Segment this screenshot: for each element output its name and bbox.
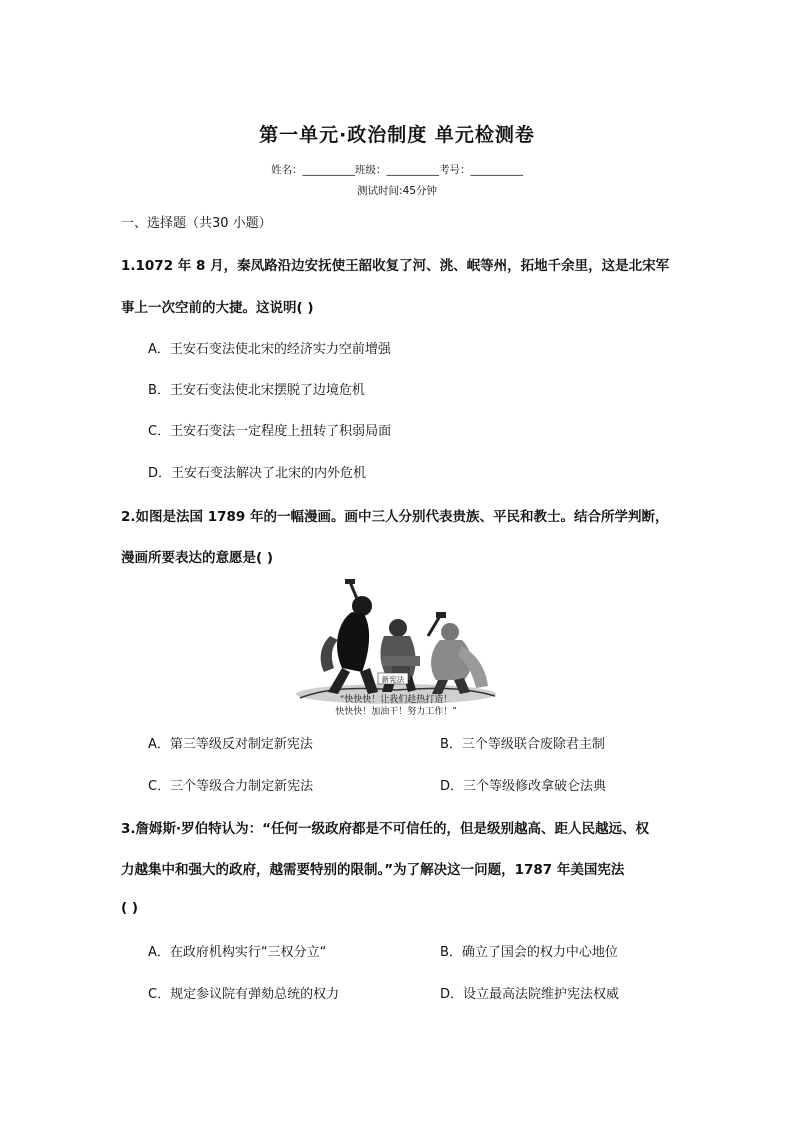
question-3-stem-line2: 力越集中和强大的政府，越需要特别的限制。”为了解决这一问题，1787 年美国宪法 [121,862,625,878]
question-3-option-c: C．规定参议院有弹劾总统的权力 [148,987,340,1002]
question-1-stem-line1: 1.1072 年 8 月，秦凤路沿边安抚使王韶收复了河、洮、岷等州，拓地千余里，这是北宋军 [121,258,670,274]
question-1-option-b: B．王安石变法使北宋摆脱了边境危机 [148,383,365,398]
page-title: 第一单元·政治制度 单元检测卷 [259,124,535,146]
question-3-option-d: D．设立最高法院维护宪法权威 [440,987,620,1002]
question-2-stem-line2: 漫画所要表达的意愿是( ) [121,550,274,566]
question-1-option-d: D．王安石变法解决了北宋的内外危机 [148,466,367,481]
test-time: 测试时间:45分钟 [357,185,437,197]
nobleman-figure [321,579,378,694]
question-1-stem-line2: 事上一次空前的大捷。这说明( ) [121,300,314,316]
question-2-option-a: A．第三等级反对制定新宪法 [148,737,313,752]
question-3-stem-line3: ( ) [121,900,139,916]
question-1-option-c: C．王安石变法一定程度上扭转了积弱局面 [148,424,392,439]
question-3-option-b: B．确立了国会的权力中心地位 [440,945,618,960]
cartoon-caption-line2: 快快快！加油干！努力工作！” [335,707,457,717]
question-2-option-c: C．三个等级合力制定新宪法 [148,779,314,794]
question-2-stem-line1: 2.如图是法国 1789 年的一幅漫画。画中三人分别代表贵族、平民和教士。结合所学判断， [121,509,669,525]
question-3-stem-line1: 3.詹姆斯·罗伯特认为：“任何一级政府都是不可信任的，但是级别越高、距人民越远、权 [121,821,650,837]
question-3-option-a: A．在政府机构实行“三权分立“ [148,945,327,960]
student-info-line: 姓名：__________班级：__________考号：__________ [271,164,523,176]
question-1-option-a: A．王安石变法使北宋的经济实力空前增强 [148,342,391,357]
section-heading: 一、选择题（共30 小题） [121,216,272,231]
question-2-option-d: D．三个等级修改拿破仑法典 [440,779,607,794]
question-2-option-b: B．三个等级联合废除君主制 [440,737,605,752]
cartoon-caption-line1: “快快快！让我们趁热打造！ [339,695,453,705]
commoner-figure [428,612,488,694]
constitution-label: 新宪法 [381,675,405,684]
